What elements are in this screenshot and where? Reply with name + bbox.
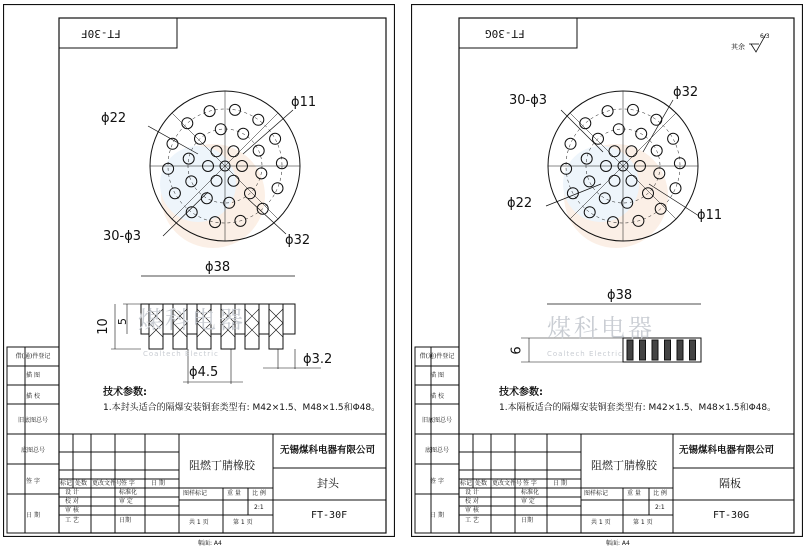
section-bar [677, 340, 683, 360]
watermark: 煤科电器 [138, 306, 246, 334]
rev-head: 签 字 [121, 480, 135, 487]
section-bar [627, 340, 633, 360]
rev-head: 更改文件号 [92, 480, 123, 487]
weight-label: 重 量 [627, 490, 641, 497]
side-label: 签 字 [430, 478, 444, 485]
role-label: 设 计 [465, 489, 479, 496]
rev-head: 处数 [475, 480, 488, 487]
review-label: 审 定 [119, 498, 133, 505]
section-bar [640, 340, 646, 360]
rev-head: 更改文件号 [492, 480, 523, 487]
sheet-no: 第 1 页 [233, 519, 253, 526]
rev-head: 处数 [75, 480, 88, 487]
drawing-no: FT-30F [311, 510, 348, 521]
side-label: 描 校 [26, 393, 40, 400]
role-label: 工 艺 [65, 517, 79, 524]
hole-mark [651, 114, 662, 125]
tech-title: 技术参数: [103, 387, 147, 398]
material: 阻燃丁腈橡胶 [591, 459, 657, 472]
paper-size: 幅面: A4 [606, 540, 630, 547]
side-label: 借(通)件登记 [15, 353, 51, 360]
role-label: 审 核 [465, 507, 479, 514]
watermark-en: Coaltech Electric [143, 350, 219, 358]
dim-d22: ϕ22 [101, 111, 127, 126]
side-label: 描 图 [26, 372, 40, 379]
hole-mark [670, 183, 681, 194]
side-label: 底图总号 [20, 447, 45, 454]
dim-h6: 6 [509, 346, 525, 355]
drawing-sheet-ft30f [3, 4, 395, 537]
dim-d22: ϕ22 [507, 196, 533, 211]
watermark-en: Coaltech Electric [547, 350, 623, 358]
scale-value: 2:1 [655, 504, 665, 511]
drawing-sheet-ft30g [411, 4, 803, 537]
part-name: 封头 [317, 477, 339, 490]
dim-holes: 30-ϕ3 [509, 93, 548, 108]
sheet-b-lines [411, 4, 803, 537]
side-label: 借(通)件登记 [419, 353, 455, 360]
rev-head: 日 期 [151, 480, 165, 487]
hole-mark [565, 138, 576, 149]
dim-h5: 5 [116, 318, 129, 325]
code-box-label: FT-30G [485, 27, 525, 40]
watermark: 煤科电器 [547, 314, 655, 342]
roughness-value: 6.3 [760, 33, 770, 40]
dim-d11: ϕ11 [291, 95, 317, 110]
rev-head: 日 期 [553, 480, 567, 487]
hole-mark [182, 118, 193, 129]
rev-head: 标记 [460, 480, 473, 487]
hole-mark [668, 133, 679, 144]
side-label: 底图总号 [424, 447, 449, 454]
scale-label: 比 例 [653, 490, 667, 497]
side-label: 旧底图总号 [17, 417, 48, 424]
tech-text: 1.本封头适合的隔爆安装铜套类型有: M42×1.5、M48×1.5和Φ48。 [103, 403, 381, 413]
company-name: 无锡煤科电器有限公司 [280, 445, 376, 456]
side-label: 描 校 [430, 393, 444, 400]
std-label: 标准化 [521, 489, 540, 496]
sheet-no: 第 1 页 [633, 519, 653, 526]
paper-size: 幅面: A4 [198, 540, 222, 547]
scale-label: 比 例 [252, 490, 266, 497]
side-label: 日 期 [430, 512, 444, 519]
hole-mark [580, 118, 591, 129]
sheet-a-lines [3, 4, 395, 537]
tech-title: 技术参数: [499, 387, 543, 398]
date-label: 日期 [521, 517, 534, 524]
dim-d32: ϕ32 [285, 233, 311, 248]
role-label: 校 对 [465, 498, 479, 505]
side-label: 旧底图总号 [421, 417, 452, 424]
dim-d38: ϕ38 [607, 288, 633, 303]
scale-value: 2:1 [254, 504, 264, 511]
tech-text: 1.本隔板适合的隔爆安装铜套类型有: M42×1.5、M48×1.5和Φ48。 [499, 403, 777, 413]
side-label: 日 期 [26, 512, 40, 519]
material: 阻燃丁腈橡胶 [189, 459, 255, 472]
section-bar [652, 340, 658, 360]
code-box-label: FT-30F [81, 27, 121, 40]
date-label: 日期 [119, 517, 132, 524]
weight-label: 重 量 [227, 490, 241, 497]
section-bar [665, 340, 671, 360]
company-name: 无锡煤科电器有限公司 [679, 445, 775, 456]
role-label: 审 核 [65, 507, 79, 514]
stage-label: 图样标记 [183, 490, 208, 497]
std-label: 标准化 [119, 489, 138, 496]
dim-d32: ϕ32 [673, 85, 699, 100]
hole-mark [253, 114, 264, 125]
role-label: 工 艺 [465, 517, 479, 524]
sheet-count: 共 1 页 [591, 519, 611, 526]
dim-holes: 30-ϕ3 [103, 229, 142, 244]
sheet-count: 共 1 页 [189, 519, 209, 526]
dim-d11: ϕ11 [697, 208, 723, 223]
hole-mark [270, 133, 281, 144]
review-label: 审 定 [521, 498, 535, 505]
stage-label: 图样标记 [584, 490, 609, 497]
part-name: 隔板 [719, 477, 741, 490]
dim-h10: 10 [95, 318, 111, 335]
roughness-label: 其余 [731, 43, 745, 51]
rev-head: 签 字 [523, 480, 537, 487]
dim-d45: ϕ4.5 [189, 365, 219, 380]
side-label: 描 图 [430, 372, 444, 379]
section-bar [690, 340, 696, 360]
hole-mark [272, 183, 283, 194]
side-label: 签 字 [26, 478, 40, 485]
dim-d38: ϕ38 [205, 260, 231, 275]
role-label: 设 计 [65, 489, 79, 496]
rev-head: 标记 [60, 480, 73, 487]
dim-d32b: ϕ3.2 [303, 352, 333, 367]
role-label: 校 对 [65, 498, 79, 505]
drawing-no: FT-30G [713, 510, 750, 521]
